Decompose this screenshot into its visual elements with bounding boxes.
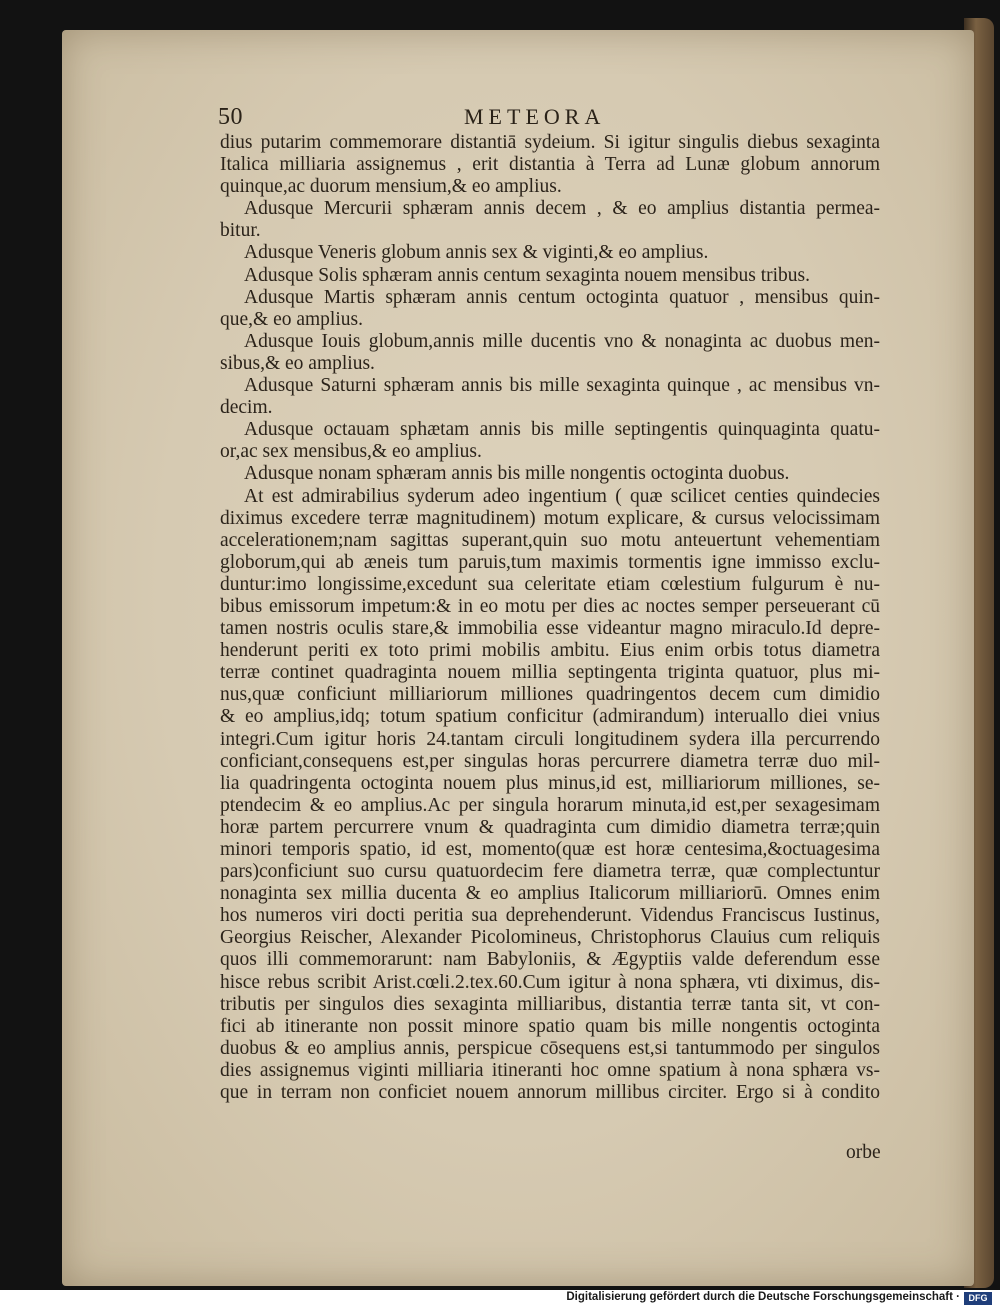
- text-line: At est admirabilius syderum adeo ingentium ( quæ scilicet centies quindecies: [244, 485, 880, 507]
- text-line: ptendecim & eo amplius.Ac per singula horarum minuta,id est,per sexagesimam: [220, 794, 880, 816]
- text-line: horæ partem percurrere vnum & quadraginta cum dimidio diametra terræ;quin: [220, 816, 880, 838]
- text-line: Adusque nonam sphæram annis bis mille nongentis octoginta duobus.: [244, 463, 790, 485]
- text-line: quinque,ac duorum mensium,& eo amplius.: [220, 176, 562, 198]
- text-line: henderunt periti ex toto primi mobilis ambitu. Eius enim orbis totus diametra: [220, 640, 880, 662]
- text-line: terræ continet quadraginta nouem millia septingenta triginta quatuor, plus mi-: [220, 662, 880, 684]
- page-number: 50: [218, 104, 243, 130]
- text-line: integri.Cum igitur horis 24.tantam circuli longitudinem sydera illa percurrendo: [220, 728, 880, 750]
- text-line: Adusque Mercurii sphæram annis decem , & eo amplius distantia permea-: [244, 198, 880, 220]
- text-line: bitur.: [220, 220, 261, 242]
- dfg-logo: DFG: [964, 1292, 992, 1305]
- text-line: que in terram non conficiet nouem annorum millibus circiter. Ergo si à condito: [220, 1082, 880, 1104]
- body-text: [220, 132, 880, 1104]
- running-head: METEORA: [464, 104, 606, 129]
- text-line: fici ab itinerante non possit minore spatio quam bis mille nongentis octoginta: [220, 1015, 880, 1037]
- text-line: Adusque Veneris globum annis sex & viginti,& eo amplius.: [244, 242, 709, 264]
- text-line: Georgius Reischer, Alexander Picolomineus, Christophorus Clauius cum reliquis: [220, 927, 880, 949]
- text-line: sibus,& eo amplius.: [220, 352, 375, 374]
- text-line: & eo amplius,idq; totum spatium conficitur (admirandum) interuallo diei vnius: [220, 706, 880, 728]
- text-line: conficiant,consequens est,per singulas horas percurrere diametra terræ duo mil-: [220, 750, 880, 772]
- catchword: orbe: [846, 1142, 881, 1163]
- text-line: Italica milliaria assignemus , erit distantia à Terra ad Lunæ globum annorum: [220, 154, 880, 176]
- text-line: Adusque Solis sphæram annis centum sexaginta nouem mensibus tribus.: [244, 264, 810, 286]
- footer-credit: Digitalisierung gefördert durch die Deutsche Forschungsgemeinschaft ·: [566, 1291, 960, 1303]
- text-line: accelerationem;nam sagittas superant,quin suo motu anteuertunt vehementiam: [220, 529, 880, 551]
- text-line: decim.: [220, 397, 273, 419]
- text-line: bibus emissorum impetum:& in eo motu per dies ac noctes semper perseuerant cū: [220, 595, 880, 617]
- text-line: duntur:imo longissime,excedunt sua celeritate etiam cœlestium fulgurum è nu-: [220, 573, 880, 595]
- text-line: dius putarim commemorare distantiā sydeium. Si igitur singulis diebus sexaginta: [220, 132, 880, 153]
- text-line: nus,quæ conficiunt milliariorum milliones quadringentos decem cum dimidio: [220, 684, 880, 706]
- text-line: hos numeros viri docti peritia sua deprehenderunt. Videndus Franciscus Iustinus,: [220, 905, 880, 927]
- text-line: quos illi commemorarunt: nam Babyloniis, & Ægyptiis valde deferendum esse: [220, 949, 880, 971]
- text-line: hisce rebus scribit Arist.cœli.2.tex.60.Cum igitur à nona sphæra, vti diximus, dis-: [220, 971, 880, 993]
- footer-bar: [0, 1290, 1000, 1308]
- text-line: que,& eo amplius.: [220, 308, 363, 330]
- text-line: duobus & eo amplius annis, perspicue cōsequens est,si tantummodo per singulos: [220, 1037, 880, 1059]
- text-line: pars)conficiunt suo cursu quatuordecim fere diametra terræ, quæ complectuntur: [220, 861, 880, 883]
- text-line: dies assignemus viginti milliaria itineranti hoc omne spatium à nona sphæra vs-: [220, 1059, 880, 1081]
- text-line: nonaginta sex millia ducenta & eo amplius Italicorum milliariorū. Omnes enim: [220, 883, 880, 905]
- text-line: tributis per singulos dies sexaginta milliaribus, distantia terræ tanta sit, vt con-: [220, 993, 880, 1015]
- text-line: diximus excedere terræ magnitudinem) motum explicare, & cursus velocissimam: [220, 507, 880, 529]
- text-line: Adusque Iouis globum,annis mille ducentis vno & nonaginta ac duobus men-: [244, 330, 880, 352]
- text-line: lia quadringenta octoginta nouem plus minus,id est, milliariorum milliones, se-: [220, 772, 880, 794]
- text-line: tamen nostris oculis stare,& immobilia esse videantur magno miraculo.Id depre-: [220, 618, 880, 640]
- text-line: Adusque Saturni sphæram annis bis mille sexaginta quinque , ac mensibus vn-: [244, 375, 880, 397]
- text-line: Adusque octauam sphætam annis bis mille septingentis quinquaginta quatu-: [244, 419, 880, 441]
- text-line: globorum,qui ab æneis tum paruis,tum maximis tormentis igne immisso exclu-: [220, 551, 880, 573]
- text-line: minori temporis spatio, id est, momento(quæ est horæ centesima,&octuagesima: [220, 839, 880, 860]
- text-line: Adusque Martis sphæram annis centum octoginta quatuor , mensibus quin-: [244, 286, 880, 308]
- text-line: or,ac sex mensibus,& eo amplius.: [220, 441, 482, 463]
